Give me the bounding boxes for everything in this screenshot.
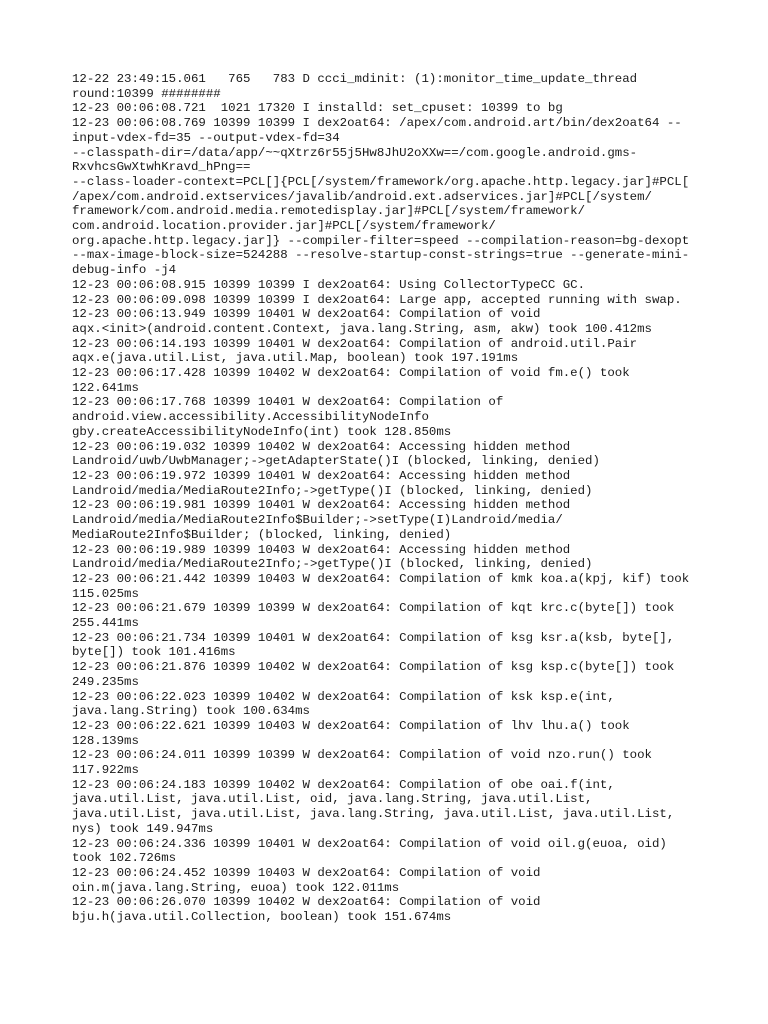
log-line: 12-23 00:06:13.949 10399 10401 W dex2oat64: Compilation of void [72, 307, 541, 322]
log-line: 12-23 00:06:24.336 10399 10401 W dex2oat64: Compilation of void oil.g(euoa, oid) [72, 836, 667, 851]
log-line: input-vdex-fd=35 --output-vdex-fd=34 [72, 130, 340, 145]
log-line: 12-23 00:06:19.972 10399 10401 W dex2oat64: Accessing hidden method [72, 468, 571, 483]
log-line: 12-23 00:06:26.070 10399 10402 W dex2oat64: Compilation of void [72, 895, 541, 910]
log-line: nys) took 149.947ms [72, 821, 214, 836]
log-line: 12-23 00:06:24.452 10399 10403 W dex2oat64: Compilation of void [72, 865, 541, 880]
log-line: framework/com.android.media.remotedisplay.jar]#PCL[/system/framework/ [72, 204, 586, 219]
log-line: 12-23 00:06:19.981 10399 10401 W dex2oat64: Accessing hidden method [72, 498, 571, 513]
log-line: RxvhcsGwXtwhKravd_hPng== [72, 160, 251, 175]
log-line: aqx.e(java.util.List, java.util.Map, boolean) took 197.191ms [72, 351, 519, 366]
log-line: 12-23 00:06:17.428 10399 10402 W dex2oat64: Compilation of void fm.e() took [72, 366, 630, 381]
log-line: 12-23 00:06:21.679 10399 10399 W dex2oat64: Compilation of kqt krc.c(byte[]) took [72, 601, 675, 616]
log-line: 12-23 00:06:17.768 10399 10401 W dex2oat64: Compilation of [72, 395, 504, 410]
log-line: byte[]) took 101.416ms [72, 645, 236, 660]
log-line: round:10399 ######## [72, 86, 221, 101]
log-line: took 102.726ms [72, 851, 177, 866]
log-line: 255.441ms [72, 616, 139, 631]
log-line: Landroid/media/MediaRoute2Info;->getType()I (blocked, linking, denied) [72, 483, 593, 498]
log-line: 12-22 23:49:15.061 765 783 D ccci_mdinit: (1):monitor_time_update_thread [72, 72, 638, 86]
log-line: --classpath-dir=/data/app/~~qXtrz6r55j5Hw8JhU2oXXw==/com.google.android.gms- [72, 145, 638, 160]
log-text-block [72, 72, 712, 925]
log-line: 12-23 00:06:22.023 10399 10402 W dex2oat64: Compilation of ksk ksp.e(int, [72, 689, 615, 704]
log-line: oin.m(java.lang.String, euoa) took 122.011ms [72, 880, 400, 895]
log-line: Landroid/uwb/UwbManager;->getAdapterState()I (blocked, linking, denied) [72, 454, 600, 469]
log-line: 12-23 00:06:21.442 10399 10403 W dex2oat64: Compilation of kmk koa.a(kpj, kif) took [72, 571, 690, 586]
log-line: 122.641ms [72, 380, 139, 395]
log-line: 12-23 00:06:22.621 10399 10403 W dex2oat64: Compilation of lhv lhu.a() took [72, 718, 630, 733]
log-line: android.view.accessibility.AccessibilityNodeInfo [72, 410, 429, 425]
log-line: java.util.List, java.util.List, java.lang.String, java.util.List, java.util.List, [72, 807, 675, 822]
log-line: MediaRoute2Info$Builder; (blocked, linking, denied) [72, 527, 452, 542]
log-line: 115.025ms [72, 586, 139, 601]
log-line: 12-23 00:06:24.011 10399 10399 W dex2oat64: Compilation of void nzo.run() took [72, 748, 652, 763]
log-line: --max-image-block-size=524288 --resolve-startup-const-strings=true --generate-mini- [72, 248, 690, 263]
log-line: aqx.<init>(android.content.Context, java.lang.String, asm, akw) took 100.412ms [72, 321, 652, 336]
log-line: 128.139ms [72, 733, 139, 748]
log-line: /apex/com.android.extservices/javalib/android.ext.adservices.jar]#PCL[/system/ [72, 189, 652, 204]
log-line: Landroid/media/MediaRoute2Info;->getType()I (blocked, linking, denied) [72, 557, 593, 572]
log-line: debug-info -j4 [72, 263, 177, 278]
log-line: 12-23 00:06:19.032 10399 10402 W dex2oat64: Accessing hidden method [72, 439, 571, 454]
log-line: 12-23 00:06:08.769 10399 10399 I dex2oat64: /apex/com.android.art/bin/dex2oat64 -- [72, 116, 682, 131]
log-line: 12-23 00:06:08.721 1021 17320 I installd: set_cpuset: 10399 to bg [72, 101, 563, 116]
log-line: 12-23 00:06:08.915 10399 10399 I dex2oat64: Using CollectorTypeCC GC. [72, 277, 586, 292]
log-line: 12-23 00:06:21.876 10399 10402 W dex2oat64: Compilation of ksg ksp.c(byte[]) took [72, 660, 675, 675]
log-line: com.android.location.provider.jar]#PCL[/system/framework/ [72, 219, 496, 234]
log-line: gby.createAccessibilityNodeInfo(int) took 128.850ms [72, 424, 452, 439]
log-line: --class-loader-context=PCL[]{PCL[/system/framework/org.apache.http.legacy.jar]#PCL[ [72, 174, 690, 189]
log-line: 117.922ms [72, 763, 139, 778]
log-line: 12-23 00:06:21.734 10399 10401 W dex2oat64: Compilation of ksg ksr.a(ksb, byte[], [72, 630, 675, 645]
log-line: java.lang.String) took 100.634ms [72, 704, 310, 719]
log-line: Landroid/media/MediaRoute2Info$Builder;->setType(I)Landroid/media/ [72, 513, 563, 528]
log-line: java.util.List, java.util.List, oid, java.lang.String, java.util.List, [72, 792, 593, 807]
log-line: org.apache.http.legacy.jar]} --compiler-filter=speed --compilation-reason=bg-dexopt [72, 233, 690, 248]
log-line: 249.235ms [72, 674, 139, 689]
log-line: bju.h(java.util.Collection, boolean) took 151.674ms [72, 910, 452, 925]
log-line: 12-23 00:06:09.098 10399 10399 I dex2oat64: Large app, accepted running with swap. [72, 292, 682, 307]
log-line: 12-23 00:06:14.193 10399 10401 W dex2oat64: Compilation of android.util.Pair [72, 336, 638, 351]
log-line: 12-23 00:06:24.183 10399 10402 W dex2oat64: Compilation of obe oai.f(int, [72, 777, 615, 792]
log-line: 12-23 00:06:19.989 10399 10403 W dex2oat64: Accessing hidden method [72, 542, 571, 557]
